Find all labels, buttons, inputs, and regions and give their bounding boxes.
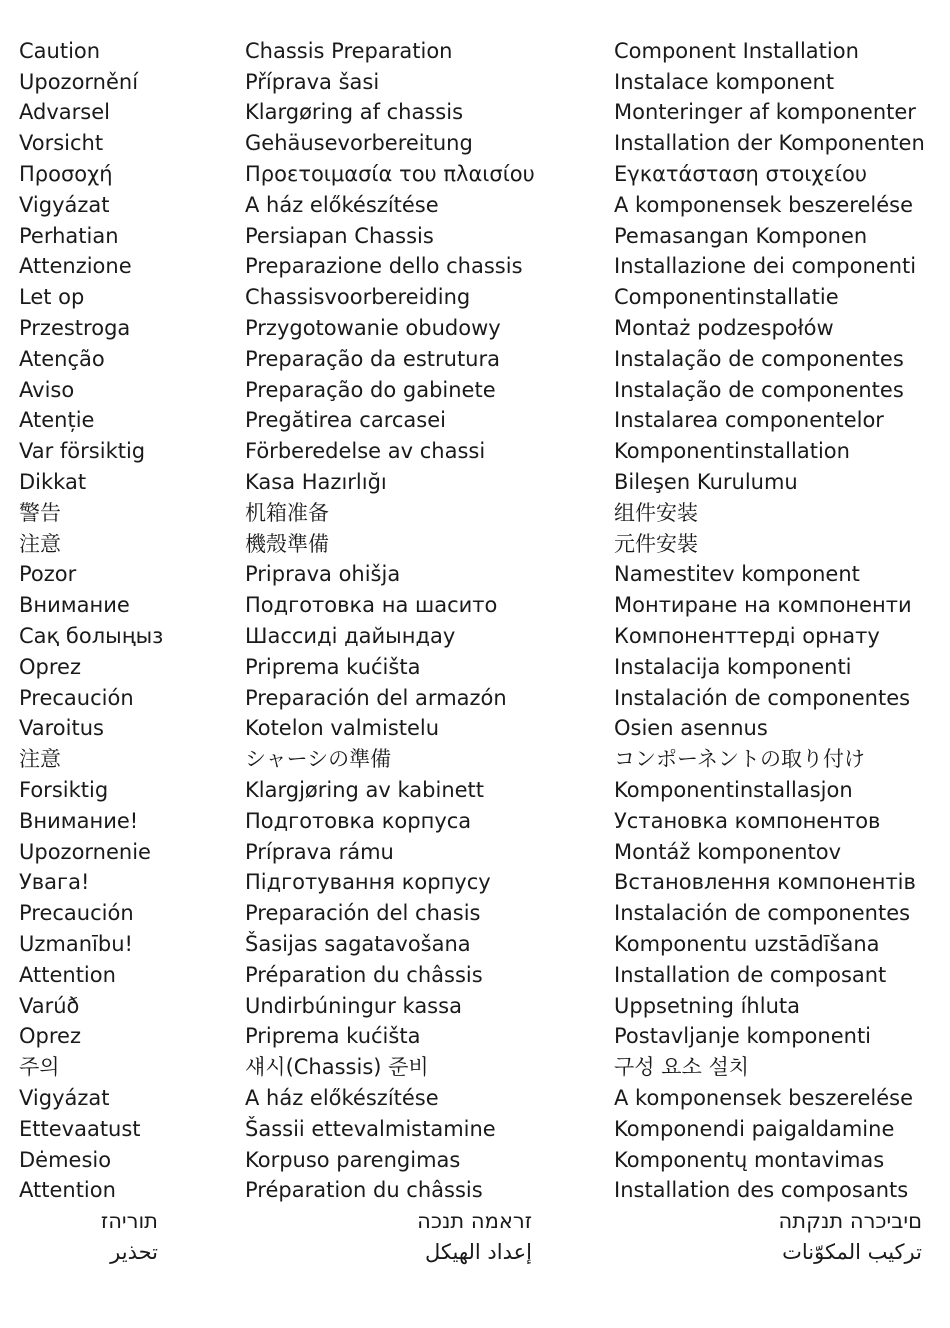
chassis-preparation-text: Подготовка на шасито <box>245 593 498 618</box>
translation-row <box>0 929 950 960</box>
component-installation-text: コンポーネントの取り付け <box>614 747 865 772</box>
chassis-preparation-text: 機殼準備 <box>245 531 329 556</box>
component-installation-text: Uppsetning íhluta <box>614 993 800 1018</box>
chassis-preparation-text: Priprema kućišta <box>245 654 421 679</box>
translation-row <box>0 436 950 467</box>
component-installation-text: 구성 요소 설치 <box>614 1055 750 1080</box>
caution-text: Aviso <box>19 377 75 402</box>
component-installation-text: Встановлення компонентів <box>614 870 916 895</box>
component-installation-text: Installation des composants <box>614 1178 909 1203</box>
chassis-preparation-text: Preparação do gabinete <box>245 377 496 402</box>
caution-text: Attention <box>19 1178 116 1203</box>
chassis-preparation-text: Kotelon valmistelu <box>245 716 440 741</box>
translation-row <box>0 344 950 375</box>
chassis-preparation-text: Undirbúningur kassa <box>245 993 462 1018</box>
component-installation-text: Komponentinstallasjon <box>614 778 853 803</box>
translation-row <box>0 806 950 837</box>
component-installation-text: Установка компонентов <box>614 808 881 833</box>
caution-text: Upozornění <box>19 69 139 94</box>
caution-text: Attention <box>19 962 116 987</box>
translation-row <box>0 621 950 652</box>
caution-text: Varoitus <box>19 716 104 741</box>
chassis-preparation-text: Šassii ettevalmistamine <box>245 1116 496 1141</box>
caution-text: Atenção <box>19 346 105 371</box>
component-installation-text: Instalação de componentes <box>614 346 904 371</box>
component-installation-text: A komponensek beszerelése <box>614 192 914 217</box>
translation-row <box>0 529 950 560</box>
caution-text: תוריהז <box>100 1209 158 1234</box>
chassis-preparation-text: Förberedelse av chassi <box>245 439 486 464</box>
caution-text: Upozornenie <box>19 839 151 864</box>
translation-row <box>0 36 950 67</box>
component-installation-text: Postavljanje komponenti <box>614 1024 872 1049</box>
translation-row <box>0 898 950 929</box>
chassis-preparation-text: Підготування корпусу <box>245 870 491 895</box>
component-installation-text: Installation de composant <box>614 962 887 987</box>
component-installation-text: Bileşen Kurulumu <box>614 470 798 495</box>
chassis-preparation-text: Korpuso parengimas <box>245 1147 461 1172</box>
chassis-preparation-text: Priprema kućišta <box>245 1024 421 1049</box>
chassis-preparation-text: Preparazione dello chassis <box>245 254 523 279</box>
chassis-preparation-text: Šasijas sagatavošana <box>245 932 471 956</box>
translation-row <box>0 221 950 252</box>
translation-row <box>0 1145 950 1176</box>
caution-text: Προσοχή <box>19 162 113 187</box>
caution-text: 주의 <box>19 1055 60 1080</box>
chassis-preparation-text: Preparación del armazón <box>245 685 507 710</box>
chassis-preparation-text: Preparação da estrutura <box>245 346 500 371</box>
chassis-preparation-text: Klargjøring av kabinett <box>245 778 485 803</box>
caution-text: Precaución <box>19 685 134 710</box>
chassis-preparation-text: Kasa Hazırlığı <box>245 470 387 495</box>
chassis-preparation-text: Préparation du châssis <box>245 1178 483 1203</box>
caution-text: Dikkat <box>19 470 87 495</box>
translation-row <box>0 991 950 1022</box>
translation-row <box>0 1022 950 1053</box>
translation-row <box>0 1052 950 1083</box>
caution-text: 注意 <box>19 531 61 556</box>
component-installation-text: تركيب المكوّنات <box>782 1239 922 1264</box>
component-installation-text: Installation der Komponenten <box>614 131 925 156</box>
translation-row <box>0 652 950 683</box>
component-installation-text: Instalação de componentes <box>614 377 904 402</box>
caution-text: Внимание! <box>19 808 139 833</box>
chassis-preparation-text: Persiapan Chassis <box>245 223 434 248</box>
caution-text: Vorsicht <box>19 131 104 156</box>
chassis-preparation-text: Подготовка корпуса <box>245 808 472 833</box>
chassis-preparation-text: Gehäusevorbereitung <box>245 131 473 156</box>
component-installation-text: Pemasangan Komponen <box>614 223 868 248</box>
chassis-preparation-text: A ház előkészítése <box>245 192 439 217</box>
component-installation-text: Компоненттерді орнату <box>614 624 880 649</box>
translation-row <box>0 868 950 899</box>
component-installation-text: Component Installation <box>614 38 859 63</box>
rtl-translation-row <box>0 1206 950 1237</box>
translation-row <box>0 744 950 775</box>
chassis-preparation-text: Préparation du châssis <box>245 962 483 987</box>
caution-text: Pozor <box>19 562 77 587</box>
caution-text: Let op <box>19 285 85 310</box>
chassis-preparation-text: Шассиді дайындау <box>245 624 456 649</box>
caution-text: Vigyázat <box>19 192 110 217</box>
caution-text: Attenzione <box>19 254 132 279</box>
chassis-preparation-text: A ház előkészítése <box>245 1085 439 1110</box>
caution-text: Ettevaatust <box>19 1116 141 1141</box>
component-installation-text: Komponentu uzstādīšana <box>614 932 880 956</box>
chassis-preparation-text: Příprava šasi <box>245 69 380 94</box>
translation-row <box>0 960 950 991</box>
chassis-preparation-text: Klargøring af chassis <box>245 100 464 125</box>
translation-row <box>0 252 950 283</box>
chassis-preparation-text: Chassisvoorbereiding <box>245 285 471 310</box>
translation-table <box>0 36 950 1268</box>
chassis-preparation-text: 机箱准备 <box>245 500 329 525</box>
component-installation-text: Instalación de componentes <box>614 901 911 926</box>
caution-text: Сақ болыңыз <box>19 624 164 649</box>
caution-text: Внимание <box>19 593 130 618</box>
translation-row <box>0 375 950 406</box>
translation-row <box>0 98 950 129</box>
component-installation-text: Montaż podzespołów <box>614 316 834 341</box>
translation-row <box>0 282 950 313</box>
translation-row <box>0 128 950 159</box>
translation-row <box>0 590 950 621</box>
caution-text: 注意 <box>19 747 61 772</box>
caution-text: Caution <box>19 38 101 63</box>
caution-text: Vigyázat <box>19 1085 110 1110</box>
chassis-preparation-text: Προετοιμασία του πλαισίου <box>245 162 535 187</box>
translation-row <box>0 67 950 98</box>
component-installation-text: Montáž komponentov <box>614 839 842 864</box>
component-installation-text: 组件安装 <box>614 500 698 525</box>
chassis-preparation-text: Príprava rámu <box>245 839 394 864</box>
chassis-preparation-text: זראמה תנכה <box>417 1209 532 1234</box>
chassis-preparation-text: シャーシの準備 <box>245 747 392 772</box>
chassis-preparation-text: Priprava ohišja <box>245 562 401 587</box>
translation-row <box>0 560 950 591</box>
translation-row <box>0 406 950 437</box>
translation-row <box>0 313 950 344</box>
translation-row <box>0 683 950 714</box>
component-installation-text: Εγκατάσταση στοιχείου <box>614 162 867 187</box>
caution-text: Precaución <box>19 901 134 926</box>
component-installation-text: Komponendi paigaldamine <box>614 1116 895 1141</box>
chassis-preparation-text: Preparación del chasis <box>245 901 481 926</box>
chassis-preparation-text: Przygotowanie obudowy <box>245 316 501 341</box>
caution-text: Advarsel <box>19 100 110 125</box>
rtl-translation-row <box>0 1237 950 1268</box>
caution-text: Perhatian <box>19 223 119 248</box>
component-installation-text: Instalace komponent <box>614 69 835 94</box>
chassis-preparation-text: Chassis Preparation <box>245 38 453 63</box>
component-installation-text: A komponensek beszerelése <box>614 1085 914 1110</box>
component-installation-text: Instalacija komponenti <box>614 654 852 679</box>
component-installation-text: Componentinstallatie <box>614 285 839 310</box>
chassis-preparation-text: إعداد الهيكل <box>425 1239 532 1264</box>
caution-text: Dėmesio <box>19 1147 112 1172</box>
component-installation-text: Monteringer af komponenter <box>614 100 916 125</box>
chassis-preparation-text: 섀시(Chassis) 준비 <box>245 1055 429 1080</box>
translation-row <box>0 1175 950 1206</box>
translation-row <box>0 837 950 868</box>
translation-row <box>0 467 950 498</box>
translation-row <box>0 498 950 529</box>
caution-text: تحذير <box>110 1239 158 1264</box>
caution-text: Oprez <box>19 654 81 679</box>
translation-row <box>0 159 950 190</box>
caution-text: Atenție <box>19 408 95 433</box>
caution-text: Varúð <box>19 993 80 1018</box>
component-installation-text: Instalación de componentes <box>614 685 911 710</box>
translation-row <box>0 1083 950 1114</box>
caution-text: Увага! <box>19 870 90 895</box>
caution-text: Uzmanību! <box>19 932 133 956</box>
component-installation-text: Komponentinstallation <box>614 439 850 464</box>
component-installation-text: Namestitev komponent <box>614 562 860 587</box>
component-installation-text: Монтиране на компоненти <box>614 593 912 618</box>
translation-row <box>0 190 950 221</box>
component-installation-text: Osien asennus <box>614 716 768 741</box>
component-installation-text: Instalarea componentelor <box>614 408 884 433</box>
translation-row <box>0 714 950 745</box>
caution-text: Forsiktig <box>19 778 109 803</box>
translation-row <box>0 1114 950 1145</box>
component-installation-text: 元件安裝 <box>614 531 698 556</box>
component-installation-text: םיביכרה תנקתה <box>778 1209 922 1234</box>
translation-row <box>0 775 950 806</box>
caution-text: Oprez <box>19 1024 81 1049</box>
chassis-preparation-text: Pregătirea carcasei <box>245 408 446 433</box>
component-installation-text: Komponentų montavimas <box>614 1147 885 1172</box>
caution-text: Przestroga <box>19 316 131 341</box>
component-installation-text: Installazione dei componenti <box>614 254 917 279</box>
caution-text: 警告 <box>19 500 61 525</box>
caution-text: Var försiktig <box>19 439 146 464</box>
